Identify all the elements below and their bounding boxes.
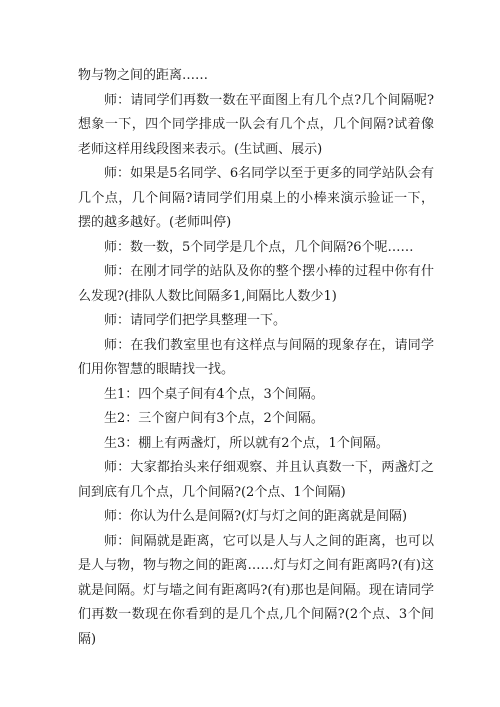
paragraph-teacher-count-five: 师：数一数，5个同学是几个点，几个间隔?6个呢…… — [104, 239, 414, 255]
paragraph-teacher-observe-lamps: 师：大家都抬头来仔细观察、并且认真数一下，两盏灯之间到底有几个点，几个间隔?(2个点、1个间隔) — [78, 460, 434, 500]
paragraph-teacher-more-students: 师：如果是5名同学、6名同学以至于更多的同学站队会有几个点，几个间隔?请同学们用桌上的小棒来演示验证一下，摆的越多越好。(老师叫停) — [78, 166, 434, 230]
paragraph-teacher-interval-definition: 师：间隔就是距离，它可以是人与人之间的距离，也可以是人与物，物与物之间的距离……灯与灯之间有距离吗?(有)这就是间隔。灯与墙之间有距离吗?(有)那也是间隔。现在请同学们再数一数现在你看到的是几个点,几个间隔?(2个点、3个间隔) — [78, 533, 434, 647]
paragraph-teacher-count-points: 师：请同学们再数一数在平面图上有几个点?几个间隔呢?想象一下，四个同学排成一队会有几个点，几个间隔?试着像老师这样用线段图来表示。(生试画、展示) — [78, 92, 434, 157]
paragraph-student-1: 生1：四个桌子间有4个点，3个间隔。 — [104, 386, 324, 402]
paragraph-teacher-tidy-up: 师：请同学们把学具整理一下。 — [104, 313, 287, 328]
paragraph-teacher-what-is-interval: 师：你认为什么是间隔?(灯与灯之间的距离就是间隔) — [104, 509, 408, 524]
paragraph-continuation: 物与物之间的距离…… — [78, 68, 209, 83]
paragraph-teacher-classroom: 师：在我们教室里也有这样点与间隔的现象存在，请同学们用你智慧的眼睛找一找。 — [78, 337, 434, 377]
document-body — [78, 64, 434, 652]
paragraph-teacher-discovery: 师：在刚才同学的站队及你的整个摆小棒的过程中你有什么发现?(排队人数比间隔多1,间隔比人数少1) — [78, 264, 434, 304]
paragraph-student-2: 生2：三个窗户间有3个点，2个间隔。 — [104, 411, 324, 426]
paragraph-student-3: 生3：棚上有两盏灯，所以就有2个点，1个间隔。 — [104, 435, 389, 451]
